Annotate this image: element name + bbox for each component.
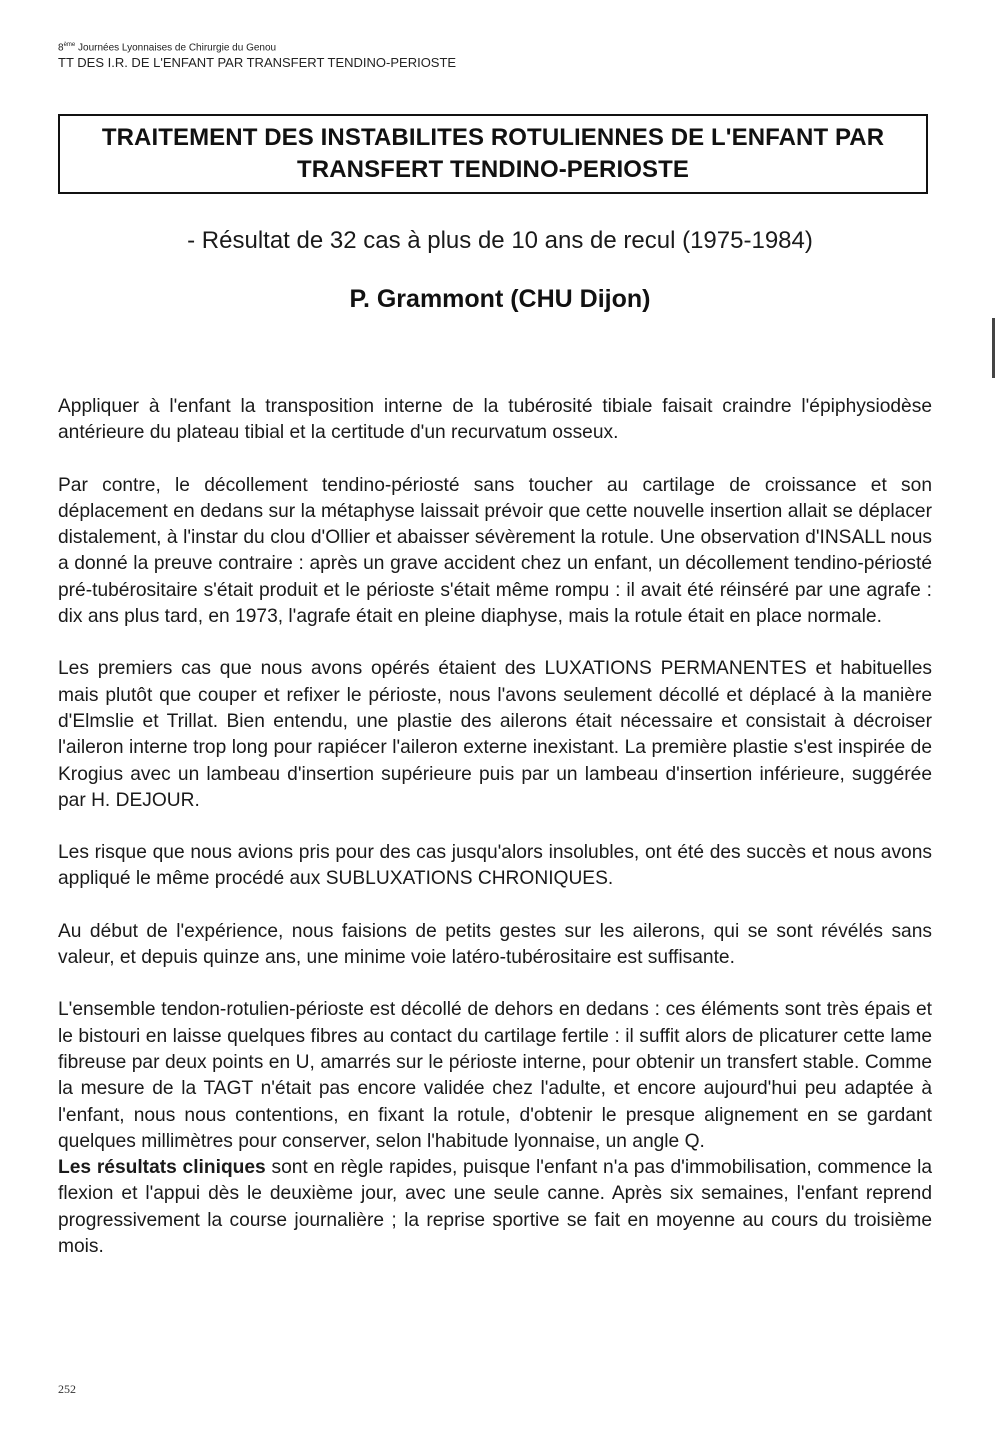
article-subtitle: - Résultat de 32 cas à plus de 10 ans de recul (1975-1984) <box>187 227 813 254</box>
paragraph-5: Au début de l'expérience, nous faisions de petits gestes sur les ailerons, qui se sont révélés sans valeur, et depuis quinze ans, une minime voie latéro-tubérositaire est suffisante. <box>58 920 932 969</box>
results-heading: Les résultats cliniques <box>58 1157 266 1179</box>
paragraph-7 <box>58 1155 932 1260</box>
page-number: 252 <box>58 1382 76 1396</box>
paragraph-2: Par contre, le décollement tendino-périosté sans toucher au cartilage de croissance et son déplacement en dedans sur la métaphyse laissait prévoir que cette nouvelle insertion allait se déplacer distalement, à l'instar du clou d'Ollier et abaisser sévèrement la rotule. Une observation d'INSALL nous a donné la preuve contraire : après un grave accident chez un enfant, un décollement tendino-périosté pré-tubérositaire s'était produit et le périoste s'était même rompu : il avait été réinséré par une agrafe : dix ans plus tard, en 1973, l'agrafe était en pleine diaphyse, mais la rotule était en place normale. <box>58 474 932 628</box>
title-line-1: TRAITEMENT DES INSTABILITES ROTULIENNES DE L'ENFANT PAR <box>101 124 885 151</box>
paragraph-4: Les risque que nous avions pris pour des cas jusqu'alors insolubles, ont été des succès et nous avons appliqué le même procédé aux SUBLUXATIONS CHRONIQUES. <box>58 842 932 890</box>
article-body <box>58 394 932 1286</box>
article-title <box>102 122 884 186</box>
paragraph-6: L'ensemble tendon-rotulien-périoste est décollé de dehors en dedans : ces éléments sont très épais et le bistouri en laisse quelques fibres au contact du cartilage fertile : il suffit alors de plicaturer cette lame fibreuse par deux points en U, amarrés sur le périoste interne, pour obtenir un transfert stable. Comme la mesure de la TAGT n'était pas encore validée chez l'adulte, et encore aujourd'hui peu adaptée à l'enfant, nous nous contentions, en fixant la rotule, d'obtenir le presque alignement en se gardant quelques millimètres pour conserver, selon l'habitude lyonnaise, un angle Q. <box>58 999 932 1152</box>
conference-name: 8ème Journées Lyonnaises de Chirurgie du Genou <box>58 42 277 54</box>
title-line-2: TRANSFERT TENDINO-PERIOSTE <box>297 156 689 183</box>
scan-edge-mark <box>992 318 995 378</box>
running-header <box>58 38 456 71</box>
paragraph-3: Les premiers cas que nous avons opérés étaient des LUXATIONS PERMANENTES et habituelles mais plutôt que couper et refixer le périoste, nous l'avons seulement décollé et déplacé à la manière d'Elmslie et Trillat. Bien entendu, une plastie des ailerons était nécessaire et consistait à décroiser l'aileron interne trop long pour rapiécer l'aileron externe inexistant. La première plastie s'est inspirée de Krogius avec un lambeau d'insertion supérieure puis par un lambeau d'insertion inférieure, suggérée par H. DEJOUR. <box>58 658 932 811</box>
paragraph-1: Appliquer à l'enfant la transposition interne de la tubérosité tibiale faisait craindre l'épiphysiodèse antérieure du plateau tibial et la certitude d'un recurvatum osseux. <box>58 396 932 444</box>
author-line: P. Grammont (CHU Dijon) <box>349 285 651 313</box>
paragraph-7-text: sont en règle rapides, puisque l'enfant n'a pas d'immobilisation, commence la flexion et l'appui dès le deuxième jour, avec une seule canne. Après six semaines, l'enfant reprend progressivement la course journalière ; la reprise sportive se fait en moyenne au cours du troisième mois. <box>58 1157 933 1258</box>
title-box <box>58 114 928 194</box>
short-title: TT DES I.R. DE L'ENFANT PAR TRANSFERT TENDINO-PERIOSTE <box>58 55 457 71</box>
